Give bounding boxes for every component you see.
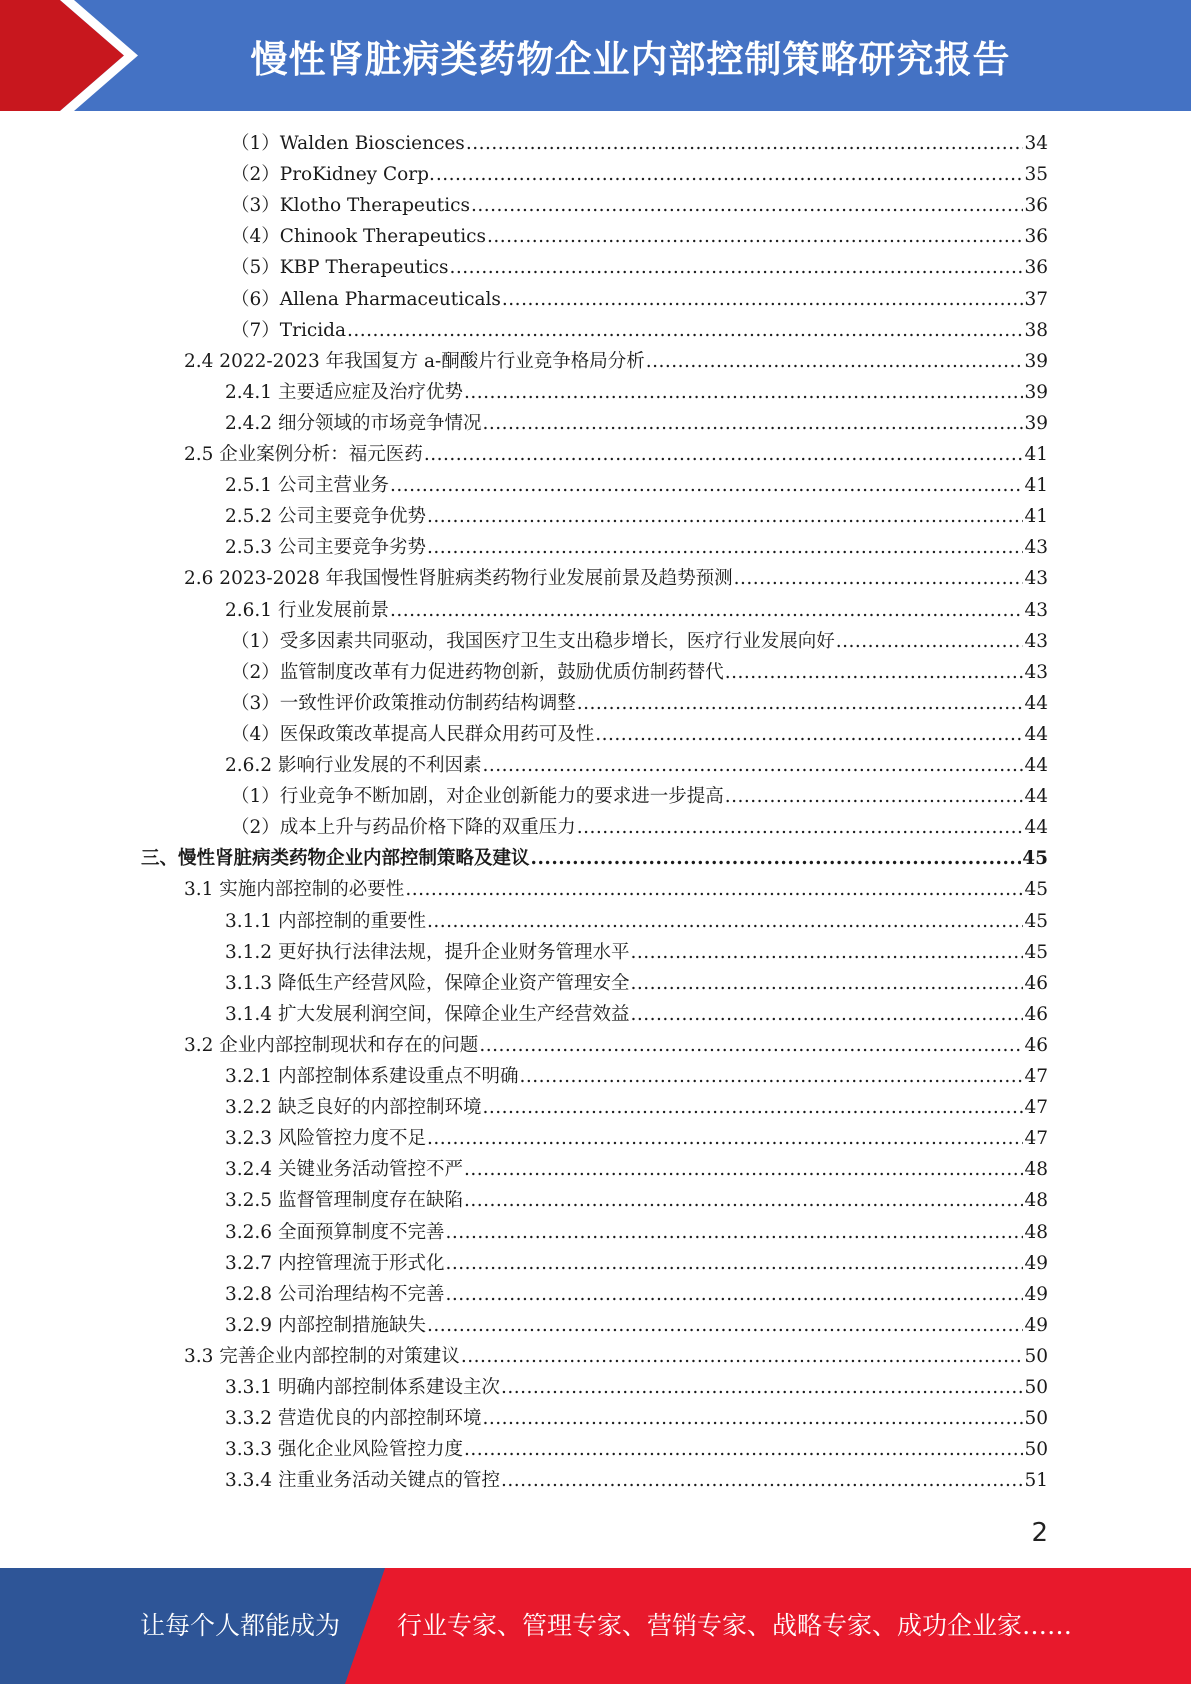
toc-entry-page: 46 xyxy=(1024,1034,1048,1056)
toc-leader-dots xyxy=(487,221,1023,252)
toc-leader-dots xyxy=(734,563,1024,594)
toc-leader-dots xyxy=(347,315,1023,346)
toc-leader-dots xyxy=(464,1154,1023,1185)
toc-entry-page: 47 xyxy=(1024,1066,1048,1087)
toc-leader-dots xyxy=(450,252,1024,283)
toc-entry[interactable] xyxy=(184,1341,1048,1372)
toc-leader-dots xyxy=(461,1341,1024,1372)
toc-entry-title: （1）受多因素共同驱动，我国医疗卫生支出稳步增长，医疗行业发展向好 xyxy=(231,630,835,652)
toc-leader-dots xyxy=(501,1465,1023,1496)
toc-entry-title: 3.1.4 扩大发展利润空间，保障企业生产经营效益 xyxy=(225,1003,630,1025)
toc-entry-title: 2.5.1 公司主营业务 xyxy=(225,475,389,497)
toc-entry[interactable] xyxy=(231,812,1048,843)
toc-entry-title: 2.4.1 主要适应症及治疗优势 xyxy=(225,381,463,403)
toc-leader-dots xyxy=(646,346,1024,377)
toc-entry[interactable] xyxy=(231,190,1048,221)
toc-entry[interactable] xyxy=(141,843,1048,874)
toc-entry[interactable] xyxy=(231,719,1048,750)
toc-entry-title: 3.2.2 缺乏良好的内部控制环境 xyxy=(225,1097,482,1119)
toc-entry[interactable] xyxy=(225,906,1048,937)
toc-entry-title: （2）成本上升与药品价格下降的双重压力 xyxy=(231,817,576,839)
toc-entry-page: 50 xyxy=(1024,1439,1048,1461)
toc-entry-title: 三、慢性肾脏病类药物企业内部控制策略及建议 xyxy=(141,848,530,870)
toc-entry-title: （6）Allena Pharmaceuticals xyxy=(231,288,501,310)
toc-entry-page: 50 xyxy=(1024,1408,1048,1430)
toc-leader-dots xyxy=(464,377,1023,408)
toc-entry-page: 43 xyxy=(1024,537,1048,559)
report-title: 慢性肾脏病类药物企业内部控制策略研究报告 xyxy=(250,37,1011,81)
toc-leader-dots xyxy=(390,595,1023,626)
toc-entry-title: （1）行业竞争不断加剧，对企业创新能力的要求进一步提高 xyxy=(231,786,724,808)
toc-entry-page: 39 xyxy=(1024,381,1048,403)
toc-entry[interactable] xyxy=(225,532,1048,563)
page-footer xyxy=(0,1568,1191,1684)
toc-entry-page: 44 xyxy=(1024,755,1048,776)
toc-leader-dots xyxy=(630,968,1023,999)
toc-entry[interactable] xyxy=(231,315,1048,346)
toc-entry-title: 3.2.8 公司治理结构不完善 xyxy=(225,1283,445,1305)
toc-entry-title: 2.6.1 行业发展前景 xyxy=(225,599,389,621)
toc-leader-dots xyxy=(725,781,1024,812)
toc-entry[interactable] xyxy=(225,1154,1048,1185)
toc-leader-dots xyxy=(577,688,1024,719)
toc-entry-title: 2.4.2 细分领域的市场竞争情况 xyxy=(225,412,482,434)
toc-entry-title: 3.2.5 监督管理制度存在缺陷 xyxy=(225,1190,463,1212)
toc-entry-title: （7）Tricida xyxy=(231,319,347,341)
toc-entry-page: 39 xyxy=(1024,350,1048,372)
toc-entry-page: 43 xyxy=(1024,661,1048,683)
toc-entry-title: （3）Klotho Therapeutics xyxy=(231,195,471,217)
toc-entry-page: 44 xyxy=(1024,692,1048,714)
toc-entry-title: 2.6 2023-2028 年我国慢性肾脏病类药物行业发展前景及趋势预测 xyxy=(184,568,733,590)
toc-entry[interactable] xyxy=(231,221,1048,252)
toc-entry[interactable] xyxy=(231,159,1048,190)
toc-entry-page: 44 xyxy=(1024,786,1048,808)
toc-entry-page: 47 xyxy=(1024,1128,1048,1150)
toc-leader-dots xyxy=(445,1248,1023,1279)
toc-entry-title: （3）一致性评价政策推动仿制药结构调整 xyxy=(231,692,576,714)
toc-leader-dots xyxy=(466,128,1024,159)
toc-entry[interactable] xyxy=(184,439,1048,470)
toc-leader-dots xyxy=(390,470,1023,501)
toc-entry[interactable] xyxy=(184,1030,1048,1061)
toc-entry[interactable] xyxy=(225,1465,1048,1496)
toc-entry-page: 36 xyxy=(1024,226,1048,248)
toc-entry-title: 2.5.3 公司主要竞争劣势 xyxy=(225,537,426,559)
toc-entry-page: 46 xyxy=(1024,972,1048,994)
toc-leader-dots xyxy=(482,1403,1023,1434)
toc-entry[interactable] xyxy=(225,1092,1048,1123)
toc-entry[interactable] xyxy=(231,781,1048,812)
toc-entry-page: 45 xyxy=(1024,879,1048,901)
page-number: 2 xyxy=(1031,1518,1048,1548)
toc-entry-page: 43 xyxy=(1024,630,1048,652)
toc-entry-title: 3.1 实施内部控制的必要性 xyxy=(184,879,405,901)
toc-leader-dots xyxy=(436,159,1024,190)
toc-entry-page: 49 xyxy=(1024,1314,1048,1336)
toc-entry-page: 41 xyxy=(1024,475,1048,497)
toc-entry-page: 44 xyxy=(1024,723,1048,745)
toc-entry-page: 45 xyxy=(1024,941,1048,963)
toc-entry-page: 41 xyxy=(1024,444,1048,465)
toc-entry-page: 48 xyxy=(1024,1221,1048,1243)
toc-entry-title: 3.2.6 全面预算制度不完善 xyxy=(225,1221,445,1243)
toc-entry-page: 34 xyxy=(1024,133,1048,154)
toc-entry-page: 49 xyxy=(1024,1283,1048,1305)
toc-entry-title: 3.2.1 内部控制体系建设重点不明确 xyxy=(225,1066,519,1087)
toc-entry-page: 37 xyxy=(1024,288,1048,310)
toc-entry-page: 36 xyxy=(1024,195,1048,217)
toc-entry-page: 49 xyxy=(1024,1252,1048,1274)
toc-entry[interactable] xyxy=(225,937,1048,968)
toc-leader-dots xyxy=(427,906,1023,937)
toc-entry[interactable] xyxy=(225,408,1048,439)
toc-entry-page: 50 xyxy=(1024,1377,1048,1398)
toc-entry[interactable] xyxy=(231,657,1048,688)
toc-entry-title: 3.1.3 降低生产经营风险，保障企业资产管理安全 xyxy=(225,972,630,994)
toc-leader-dots xyxy=(427,1310,1023,1341)
toc-entry-title: 2.4 2022-2023 年我国复方 a-酮酸片行业竞争格局分析 xyxy=(184,350,645,372)
toc-entry-page: 38 xyxy=(1024,319,1048,341)
toc-entry[interactable] xyxy=(225,1279,1048,1310)
toc-entry[interactable] xyxy=(225,1061,1048,1092)
toc-leader-dots xyxy=(424,439,1024,470)
toc-leader-dots xyxy=(595,719,1023,750)
toc-entry-title: 2.5.2 公司主要竞争优势 xyxy=(225,506,426,528)
toc-entry-page: 36 xyxy=(1024,257,1048,279)
toc-entry-page: 48 xyxy=(1024,1190,1048,1212)
toc-entry[interactable] xyxy=(231,284,1048,315)
toc-entry-title: （5）KBP Therapeutics xyxy=(231,257,449,279)
toc-entry[interactable] xyxy=(225,968,1048,999)
toc-leader-dots xyxy=(445,1217,1023,1248)
toc-leader-dots xyxy=(531,843,1022,874)
toc-entry-title: 3.1.1 内部控制的重要性 xyxy=(225,910,426,932)
toc-entry-page: 48 xyxy=(1024,1159,1048,1181)
toc-entry[interactable] xyxy=(225,1434,1048,1465)
toc-entry-title: 3.3.3 强化企业风险管控力度 xyxy=(225,1439,463,1461)
toc-entry-title: （2）ProKidney Corp. xyxy=(231,164,435,186)
toc-leader-dots xyxy=(427,501,1023,532)
toc-leader-dots xyxy=(464,1185,1023,1216)
toc-leader-dots xyxy=(471,190,1023,221)
toc-entry-page: 47 xyxy=(1024,1097,1048,1119)
toc-entry[interactable] xyxy=(225,501,1048,532)
toc-entry-page: 44 xyxy=(1024,817,1048,839)
toc-entry-page: 41 xyxy=(1024,506,1048,528)
toc-entry[interactable] xyxy=(184,874,1048,905)
toc-leader-dots xyxy=(502,284,1024,315)
toc-entry[interactable] xyxy=(225,1248,1048,1279)
toc-entry[interactable] xyxy=(225,595,1048,626)
toc-leader-dots xyxy=(479,1030,1023,1061)
toc-entry[interactable] xyxy=(231,626,1048,657)
toc-leader-dots xyxy=(501,1372,1023,1403)
toc-entry-title: （2）监管制度改革有力促进药物创新，鼓励优质仿制药替代 xyxy=(231,661,724,683)
header-arrow-decoration xyxy=(0,0,150,111)
toc-entry-title: （1）Walden Biosciences xyxy=(231,133,465,154)
toc-entry-title: 3.2.7 内控管理流于形式化 xyxy=(225,1252,445,1274)
toc-leader-dots xyxy=(445,1279,1023,1310)
toc-entry-page: 39 xyxy=(1024,412,1048,434)
toc-entry-title: 3.3.2 营造优良的内部控制环境 xyxy=(225,1408,482,1430)
toc-leader-dots xyxy=(630,937,1023,968)
page-header xyxy=(0,0,1191,111)
toc-entry[interactable] xyxy=(225,377,1048,408)
toc-entry[interactable] xyxy=(225,1403,1048,1434)
toc-leader-dots xyxy=(464,1434,1023,1465)
footer-slogan-right: 行业专家、管理专家、营销专家、战略专家、成功企业家…… xyxy=(397,1611,1073,1640)
toc-entry[interactable] xyxy=(225,1185,1048,1216)
toc-entry[interactable] xyxy=(225,1217,1048,1248)
toc-leader-dots xyxy=(836,626,1024,657)
toc-leader-dots xyxy=(725,657,1024,688)
toc-entry-title: 3.2 企业内部控制现状和存在的问题 xyxy=(184,1034,479,1056)
toc-entry-page: 51 xyxy=(1024,1470,1048,1492)
toc-entry-page: 35 xyxy=(1024,164,1048,186)
toc-entry-page: 45 xyxy=(1022,848,1048,870)
toc-entry[interactable] xyxy=(225,1372,1048,1403)
toc-entry-title: （4）Chinook Therapeutics xyxy=(231,226,487,248)
toc-entry[interactable] xyxy=(231,252,1048,283)
toc-entry-page: 50 xyxy=(1024,1345,1048,1367)
toc-entry-page: 43 xyxy=(1024,599,1048,621)
toc-entry-title: 3.2.4 关键业务活动管控不严 xyxy=(225,1159,463,1181)
toc-entry[interactable] xyxy=(225,750,1048,781)
toc-leader-dots xyxy=(577,812,1024,843)
footer-slogan-left: 让每个人都能成为 xyxy=(140,1611,341,1640)
toc-entry[interactable] xyxy=(184,346,1048,377)
toc-entry-title: 2.6.2 影响行业发展的不利因素 xyxy=(225,755,482,776)
toc-leader-dots xyxy=(482,750,1023,781)
toc-entry-page: 46 xyxy=(1024,1003,1048,1025)
toc-entry-title: 2.5 企业案例分析：福元医药 xyxy=(184,444,423,465)
toc-entry-page: 43 xyxy=(1024,568,1048,590)
toc-leader-dots xyxy=(427,532,1023,563)
toc-leader-dots xyxy=(405,874,1023,905)
toc-entry-title: 3.1.2 更好执行法律法规，提升企业财务管理水平 xyxy=(225,941,630,963)
toc-entry-title: 3.3 完善企业内部控制的对策建议 xyxy=(184,1345,460,1367)
toc-entry[interactable] xyxy=(231,128,1048,159)
toc-entry-title: 3.3.1 明确内部控制体系建设主次 xyxy=(225,1377,500,1398)
toc-leader-dots xyxy=(427,1123,1023,1154)
toc-entry[interactable] xyxy=(225,470,1048,501)
toc-leader-dots xyxy=(482,408,1023,439)
toc-entry[interactable] xyxy=(225,1310,1048,1341)
toc-entry[interactable] xyxy=(184,563,1048,594)
toc-entry-title: （4）医保政策改革提高人民群众用药可及性 xyxy=(231,723,595,745)
toc-entry-title: 3.2.9 内部控制措施缺失 xyxy=(225,1314,426,1336)
toc-leader-dots xyxy=(630,999,1023,1030)
toc-entry[interactable] xyxy=(225,999,1048,1030)
toc-entry-title: 3.2.3 风险管控力度不足 xyxy=(225,1128,426,1150)
toc-entry-title: 3.3.4 注重业务活动关键点的管控 xyxy=(225,1470,500,1492)
toc-entry[interactable] xyxy=(231,688,1048,719)
toc-entry-page: 45 xyxy=(1024,910,1048,932)
toc-leader-dots xyxy=(482,1092,1023,1123)
toc-entry[interactable] xyxy=(225,1123,1048,1154)
toc-leader-dots xyxy=(519,1061,1023,1092)
